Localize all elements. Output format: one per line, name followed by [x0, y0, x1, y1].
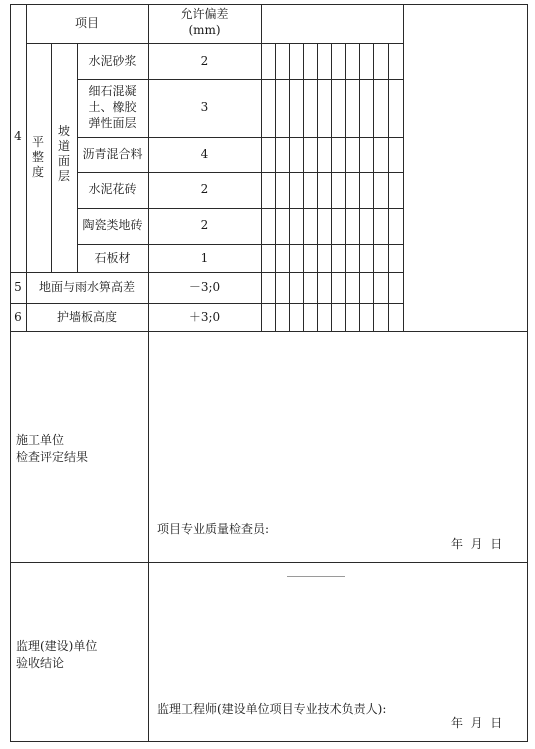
grid-col — [388, 43, 389, 331]
construction-date: 年 月 日 — [451, 537, 503, 551]
border-bottom — [10, 741, 528, 742]
rule-section-divider — [10, 562, 528, 563]
grid-col — [275, 43, 276, 331]
grid-col — [331, 43, 332, 331]
construction-label: 施工单位 — [16, 433, 65, 447]
row-number: 6 — [14, 310, 22, 324]
item-value: 3 — [200, 100, 209, 114]
border-right — [527, 4, 528, 742]
col-tol-divider — [261, 4, 262, 331]
grid-col — [289, 43, 290, 331]
inspector-signature-label: 项目专业质量检查员: — [157, 522, 270, 536]
rule-r8 — [10, 331, 528, 332]
item-name: 石板材 — [94, 251, 131, 265]
stray-mark — [287, 576, 345, 577]
item-value: －3;0 — [188, 280, 221, 294]
header-item-label: 项目 — [74, 16, 99, 30]
construction-label-2: 检查评定结果 — [16, 450, 89, 464]
border-left — [10, 4, 11, 742]
item-value: 2 — [200, 54, 209, 68]
item-name-line: 细石混凝 — [88, 84, 137, 98]
item-name: 护墙板高度 — [56, 310, 117, 324]
rule-r4 — [77, 208, 403, 209]
item-name: 水泥砂浆 — [88, 54, 137, 68]
col-cat-divider — [51, 43, 52, 272]
item-name: 陶瓷类地砖 — [82, 218, 143, 232]
grid-col — [303, 43, 304, 331]
supervision-date: 年 月 日 — [451, 716, 503, 730]
engineer-signature-label: 监理工程师(建设单位项目专业技术负责人): — [157, 702, 387, 716]
grid-col — [345, 43, 346, 331]
header-tolerance-unit: (mm) — [188, 23, 221, 37]
grid-col — [359, 43, 360, 331]
item-value: 2 — [200, 182, 209, 196]
item-value: 2 — [200, 218, 209, 232]
col-grid-right — [403, 4, 404, 331]
category-label: 平整度 — [31, 135, 44, 179]
item-name-line: 土、橡胶 — [88, 100, 137, 114]
rule-r5 — [77, 244, 403, 245]
item-name: 沥青混合料 — [82, 147, 143, 161]
rule-r2 — [77, 137, 403, 138]
item-name: 水泥花砖 — [88, 182, 137, 196]
rule-r3 — [77, 172, 403, 173]
item-name: 地面与雨水箅高差 — [38, 280, 135, 294]
border-top — [10, 4, 528, 5]
row-number: 5 — [14, 280, 22, 294]
subcategory-label: 坡道面层 — [57, 124, 70, 183]
item-value: 1 — [200, 251, 209, 265]
item-name-line: 弹性面层 — [88, 116, 137, 130]
item-value: ＋3;0 — [188, 310, 221, 324]
rule-r1 — [77, 79, 403, 80]
grid-col — [373, 43, 374, 331]
grid-col — [317, 43, 318, 331]
supervision-label: 监理(建设)单位 — [16, 639, 98, 653]
item-value: 4 — [200, 147, 209, 161]
rule-header-bottom — [26, 43, 403, 44]
row-number: 4 — [14, 129, 22, 143]
header-tolerance-label: 允许偏差 — [180, 7, 229, 21]
supervision-label-2: 验收结论 — [16, 656, 65, 670]
